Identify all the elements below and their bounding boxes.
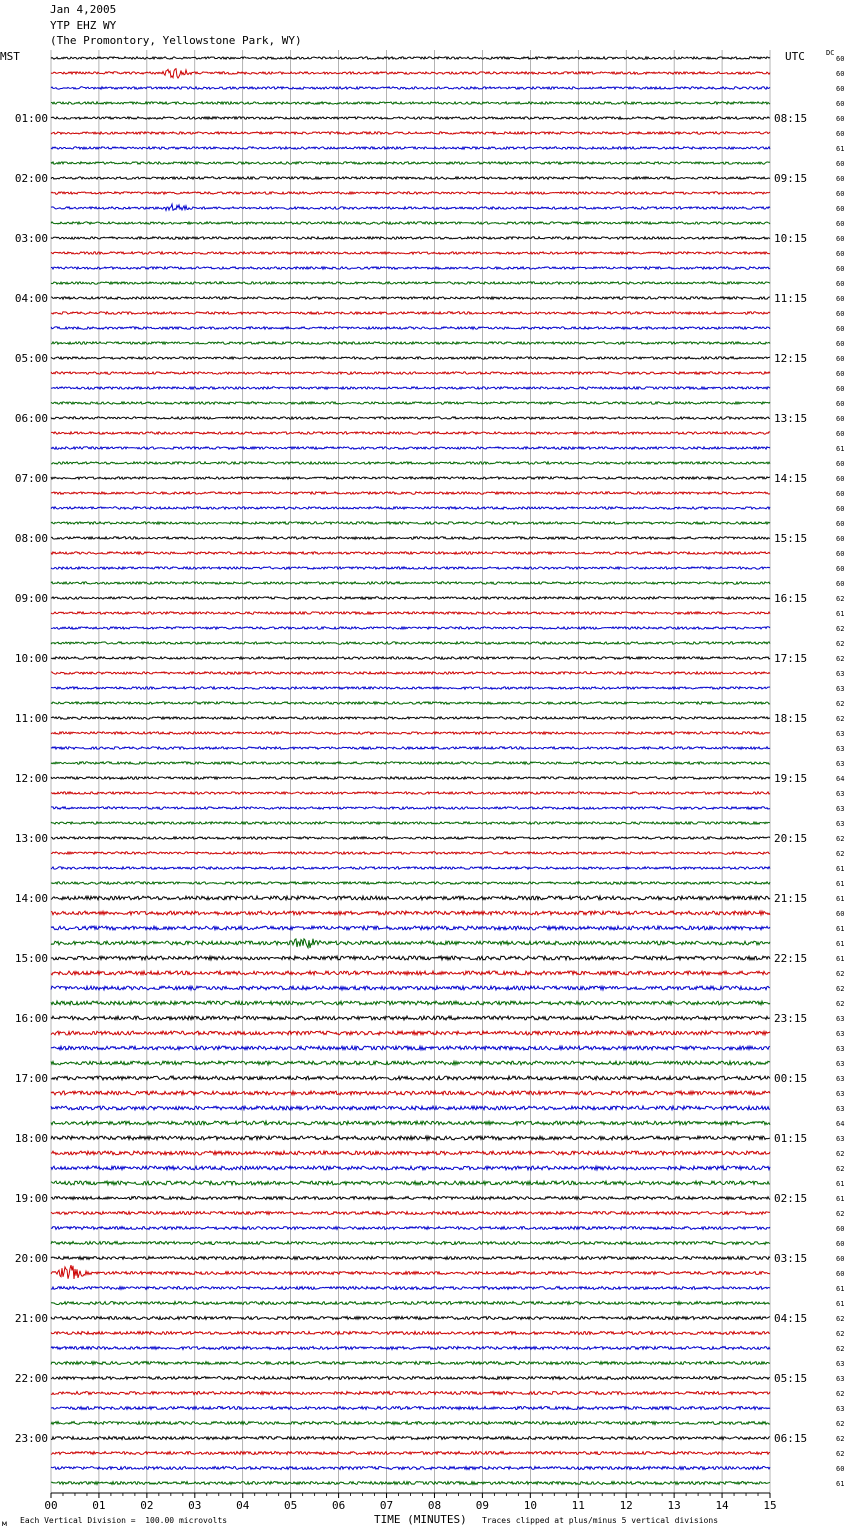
trace-19 — [51, 342, 770, 344]
dc-offset-21: 60 — [836, 370, 845, 378]
trace-36 — [51, 597, 770, 599]
dc-offset-73: 62 — [836, 1150, 845, 1158]
utc-hour-label: 09:15 — [774, 172, 808, 185]
utc-hour-label: 05:15 — [774, 1372, 808, 1385]
dc-offset-20: 60 — [836, 355, 845, 363]
trace-66 — [51, 1046, 770, 1050]
dc-offset-46: 63 — [836, 745, 845, 753]
trace-58 — [51, 926, 770, 930]
mst-hour-label: 18:00 — [14, 1132, 48, 1145]
mst-hour-label: 15:00 — [14, 952, 48, 965]
trace-83 — [51, 1302, 770, 1305]
trace-22 — [51, 387, 770, 389]
trace-65 — [51, 1031, 770, 1035]
x-tick-label-5: 05 — [284, 1499, 298, 1512]
dc-offset-47: 63 — [836, 760, 845, 768]
trace-2 — [51, 87, 770, 89]
mst-hour-label: 06:00 — [14, 412, 48, 425]
trace-71 — [51, 1121, 770, 1125]
dc-offset-35: 60 — [836, 580, 845, 588]
trace-20 — [51, 357, 770, 359]
trace-40 — [51, 657, 770, 659]
seismic-traces — [51, 57, 770, 1485]
trace-42 — [51, 687, 770, 689]
dc-offset-54: 61 — [836, 865, 845, 873]
mst-hour-label: 22:00 — [14, 1372, 48, 1385]
footer-mark: м — [2, 1519, 7, 1528]
trace-37 — [51, 612, 770, 614]
x-tick-label-15: 15 — [763, 1499, 777, 1512]
utc-hour-label: 12:15 — [774, 352, 808, 365]
dc-offset-91: 62 — [836, 1420, 845, 1428]
dc-offset-34: 60 — [836, 565, 845, 573]
trace-25 — [51, 432, 770, 434]
dc-offset-57: 60 — [836, 910, 845, 918]
dc-offset-12: 60 — [836, 235, 845, 243]
dc-offset-1: 60 — [836, 70, 845, 78]
mst-hour-label: 05:00 — [14, 352, 48, 365]
trace-11 — [51, 222, 770, 224]
trace-91 — [51, 1422, 770, 1425]
dc-offset-78: 60 — [836, 1225, 845, 1233]
dc-offset-63: 62 — [836, 1000, 845, 1008]
trace-18 — [51, 327, 770, 329]
dc-offset-80: 60 — [836, 1255, 845, 1263]
dc-offset-89: 62 — [836, 1390, 845, 1398]
trace-14 — [51, 267, 770, 269]
mst-hour-label: 09:00 — [14, 592, 48, 605]
trace-62 — [51, 986, 770, 990]
dc-offset-76: 61 — [836, 1195, 845, 1203]
dc-offset-94: 60 — [836, 1465, 845, 1473]
dc-offset-66: 63 — [836, 1045, 845, 1053]
trace-94 — [51, 1467, 770, 1470]
dc-offset-86: 62 — [836, 1345, 845, 1353]
dc-offset-10: 60 — [836, 205, 845, 213]
utc-hour-label: 13:15 — [774, 412, 808, 425]
dc-offset-44: 62 — [836, 715, 845, 723]
dc-offset-14: 60 — [836, 265, 845, 273]
dc-offset-64: 63 — [836, 1015, 845, 1023]
dc-offset-16: 60 — [836, 295, 845, 303]
mst-hour-label: 01:00 — [14, 112, 48, 125]
utc-hour-label: 15:15 — [774, 532, 808, 545]
dc-offset-49: 63 — [836, 790, 845, 798]
dc-offset-27: 60 — [836, 460, 845, 468]
trace-75 — [51, 1181, 770, 1185]
trace-88 — [51, 1377, 770, 1380]
dc-offset-92: 62 — [836, 1435, 845, 1443]
dc-offset-32: 60 — [836, 535, 845, 543]
utc-hour-label: 23:15 — [774, 1012, 808, 1025]
dc-offset-19: 60 — [836, 340, 845, 348]
mst-hour-label: 04:00 — [14, 292, 48, 305]
trace-52 — [51, 837, 770, 839]
trace-23 — [51, 402, 770, 404]
trace-31 — [51, 522, 770, 524]
trace-70 — [51, 1106, 770, 1110]
dc-offset-83: 61 — [836, 1300, 845, 1308]
utc-hour-label: 11:15 — [774, 292, 808, 305]
trace-81 — [51, 1265, 770, 1279]
time-axis — [44, 1493, 776, 1512]
dc-offset-2: 60 — [836, 85, 845, 93]
trace-35 — [51, 582, 770, 584]
dc-offset-23: 60 — [836, 400, 845, 408]
dc-offset-95: 61 — [836, 1480, 845, 1488]
utc-hour-label: 16:15 — [774, 592, 808, 605]
mst-hour-label: 07:00 — [14, 472, 48, 485]
utc-hour-label: 01:15 — [774, 1132, 808, 1145]
trace-72 — [51, 1136, 770, 1140]
utc-hour-label: 04:15 — [774, 1312, 808, 1325]
trace-84 — [51, 1317, 770, 1320]
x-tick-label-8: 08 — [427, 1499, 442, 1512]
dc-offset-18: 60 — [836, 325, 845, 333]
dc-offset-68: 63 — [836, 1075, 845, 1083]
trace-44 — [51, 717, 770, 719]
trace-86 — [51, 1347, 770, 1350]
trace-17 — [51, 312, 770, 314]
trace-79 — [51, 1242, 770, 1245]
dc-offset-79: 60 — [836, 1240, 845, 1248]
utc-hour-label: 03:15 — [774, 1252, 808, 1265]
dc-offset-56: 61 — [836, 895, 845, 903]
x-tick-label-1: 01 — [92, 1499, 106, 1512]
dc-offset-67: 63 — [836, 1060, 845, 1068]
dc-offset-28: 60 — [836, 475, 845, 483]
trace-0 — [51, 57, 770, 59]
dc-offset-70: 63 — [836, 1105, 845, 1113]
dc-offset-82: 61 — [836, 1285, 845, 1293]
x-tick-label-7: 07 — [379, 1499, 394, 1512]
x-tick-label-10: 10 — [523, 1499, 537, 1512]
trace-39 — [51, 642, 770, 644]
trace-13 — [51, 252, 770, 254]
trace-46 — [51, 747, 770, 749]
dc-offset-71: 64 — [836, 1120, 845, 1128]
trace-78 — [51, 1227, 770, 1230]
left-timezone-label: MST — [0, 50, 20, 63]
dc-offset-42: 63 — [836, 685, 845, 693]
trace-53 — [51, 852, 770, 854]
dc-offset-74: 62 — [836, 1165, 845, 1173]
trace-1 — [51, 69, 770, 78]
dc-offset-29: 60 — [836, 490, 845, 498]
mst-hour-label: 02:00 — [14, 172, 48, 185]
trace-80 — [51, 1257, 770, 1260]
trace-27 — [51, 462, 770, 464]
dc-offset-50: 63 — [836, 805, 845, 813]
trace-48 — [51, 777, 770, 779]
trace-54 — [51, 867, 770, 869]
clip-note: Traces clipped at plus/minus 5 vertical divisions — [482, 1516, 719, 1525]
dc-offset-65: 63 — [836, 1030, 845, 1038]
dc-offset-40: 62 — [836, 655, 845, 663]
x-tick-label-6: 06 — [331, 1499, 346, 1512]
trace-32 — [51, 537, 770, 539]
trace-95 — [51, 1482, 770, 1485]
x-tick-label-0: 00 — [44, 1499, 58, 1512]
utc-hour-label: 20:15 — [774, 832, 808, 845]
dc-offset-43: 62 — [836, 700, 845, 708]
utc-hour-label: 17:15 — [774, 652, 808, 665]
trace-61 — [51, 971, 770, 975]
trace-87 — [51, 1362, 770, 1365]
mst-hour-label: 10:00 — [14, 652, 48, 665]
dc-offset-7: 60 — [836, 160, 845, 168]
dc-offset-45: 63 — [836, 730, 845, 738]
trace-63 — [51, 1001, 770, 1005]
trace-60 — [51, 956, 770, 960]
utc-hour-label: 14:15 — [774, 472, 808, 485]
trace-34 — [51, 567, 770, 569]
trace-38 — [51, 627, 770, 629]
dc-offset-6: 61 — [836, 145, 845, 153]
trace-24 — [51, 417, 770, 419]
dc-offset-84: 62 — [836, 1315, 845, 1323]
dc-offset-62: 62 — [836, 985, 845, 993]
dc-offset-93: 62 — [836, 1450, 845, 1458]
dc-offset-15: 60 — [836, 280, 845, 288]
trace-28 — [51, 477, 770, 479]
utc-hour-label: 18:15 — [774, 712, 808, 725]
trace-5 — [51, 132, 770, 134]
dc-offset-8: 60 — [836, 175, 845, 183]
mst-hour-label: 16:00 — [14, 1012, 48, 1025]
dc-offset-11: 60 — [836, 220, 845, 228]
trace-68 — [51, 1076, 770, 1080]
utc-hour-label: 06:15 — [774, 1432, 808, 1445]
dc-offset-26: 61 — [836, 445, 845, 453]
time-gridlines — [51, 50, 770, 1493]
trace-90 — [51, 1407, 770, 1410]
trace-10 — [51, 204, 770, 210]
x-tick-label-14: 14 — [715, 1499, 729, 1512]
time-axis-title: TIME (MINUTES) — [374, 1513, 467, 1526]
dc-offset-69: 63 — [836, 1090, 845, 1098]
trace-9 — [51, 192, 770, 194]
dc-offset-25: 60 — [836, 430, 845, 438]
mst-hour-label: 08:00 — [14, 532, 48, 545]
mst-hour-label: 14:00 — [14, 892, 48, 905]
dc-offset-90: 63 — [836, 1405, 845, 1413]
dc-label: DC — [826, 49, 835, 57]
trace-92 — [51, 1437, 770, 1440]
mst-hour-label: 03:00 — [14, 232, 48, 245]
trace-8 — [51, 177, 770, 179]
dc-offset-60: 61 — [836, 955, 845, 963]
right-timezone-label: UTC — [785, 50, 805, 63]
trace-59 — [51, 939, 770, 948]
trace-67 — [51, 1061, 770, 1065]
dc-offset-55: 61 — [836, 880, 845, 888]
utc-hour-label: 21:15 — [774, 892, 808, 905]
dc-offset-13: 60 — [836, 250, 845, 258]
x-tick-label-12: 12 — [619, 1499, 633, 1512]
dc-offset-33: 60 — [836, 550, 845, 558]
dc-offset-77: 62 — [836, 1210, 845, 1218]
dc-offset-4: 60 — [836, 115, 845, 123]
dc-offset-38: 62 — [836, 625, 845, 633]
trace-26 — [51, 447, 770, 449]
trace-73 — [51, 1151, 770, 1155]
dc-offset-17: 60 — [836, 310, 845, 318]
dc-offset-81: 60 — [836, 1270, 845, 1278]
x-tick-label-13: 13 — [667, 1499, 681, 1512]
trace-93 — [51, 1452, 770, 1455]
dc-offset-61: 62 — [836, 970, 845, 978]
utc-hour-label: 08:15 — [774, 112, 808, 125]
dc-offset-39: 62 — [836, 640, 845, 648]
dc-offset-53: 62 — [836, 850, 845, 858]
dc-offset-59: 61 — [836, 940, 845, 948]
record-date: Jan 4,2005 — [50, 3, 117, 16]
dc-offset-75: 61 — [836, 1180, 845, 1188]
trace-6 — [51, 147, 770, 149]
dc-offset-41: 63 — [836, 670, 845, 678]
dc-offset-30: 60 — [836, 505, 845, 513]
dc-offset-48: 64 — [836, 775, 845, 783]
dc-offset-72: 63 — [836, 1135, 845, 1143]
trace-12 — [51, 237, 770, 239]
trace-45 — [51, 732, 770, 734]
trace-47 — [51, 762, 770, 764]
mst-hour-label: 11:00 — [14, 712, 48, 725]
dc-offset-85: 62 — [836, 1330, 845, 1338]
trace-50 — [51, 807, 770, 809]
trace-16 — [51, 297, 770, 299]
dc-offset-9: 60 — [836, 190, 845, 198]
trace-7 — [51, 162, 770, 164]
dc-offset-0: 60 — [836, 55, 845, 63]
trace-57 — [51, 911, 770, 915]
trace-74 — [51, 1166, 770, 1170]
trace-4 — [51, 117, 770, 119]
utc-hour-label: 02:15 — [774, 1192, 808, 1205]
dc-offset-88: 63 — [836, 1375, 845, 1383]
trace-33 — [51, 552, 770, 554]
trace-30 — [51, 507, 770, 509]
station-code: YTP EHZ WY — [50, 19, 117, 32]
trace-51 — [51, 822, 770, 824]
mst-hour-label: 17:00 — [14, 1072, 48, 1085]
dc-offset-87: 63 — [836, 1360, 845, 1368]
dc-offset-31: 60 — [836, 520, 845, 528]
dc-offset-58: 61 — [836, 925, 845, 933]
trace-15 — [51, 282, 770, 284]
x-tick-label-2: 02 — [140, 1499, 154, 1512]
trace-85 — [51, 1332, 770, 1335]
utc-hour-label: 19:15 — [774, 772, 808, 785]
dc-offset-22: 60 — [836, 385, 845, 393]
scale-note: Each Vertical Division = 100.00 microvolts — [20, 1516, 228, 1525]
trace-41 — [51, 672, 770, 674]
trace-55 — [51, 882, 770, 884]
mst-hour-label: 13:00 — [14, 832, 48, 845]
trace-3 — [51, 102, 770, 104]
x-tick-label-9: 09 — [475, 1499, 490, 1512]
trace-49 — [51, 792, 770, 794]
trace-64 — [51, 1016, 770, 1020]
dc-offset-3: 60 — [836, 100, 845, 108]
mst-hour-label: 21:00 — [14, 1312, 48, 1325]
trace-76 — [51, 1197, 770, 1200]
trace-77 — [51, 1212, 770, 1215]
x-tick-label-11: 11 — [571, 1499, 585, 1512]
trace-43 — [51, 702, 770, 704]
dc-offset-36: 62 — [836, 595, 845, 603]
mst-hour-label: 20:00 — [14, 1252, 48, 1265]
dc-offset-52: 62 — [836, 835, 845, 843]
mst-hour-label: 12:00 — [14, 772, 48, 785]
dc-offset-24: 60 — [836, 415, 845, 423]
utc-hour-label: 00:15 — [774, 1072, 808, 1085]
station-location: (The Promontory, Yellowstone Park, WY) — [50, 34, 302, 47]
mst-hour-label: 23:00 — [14, 1432, 48, 1445]
x-tick-label-3: 03 — [188, 1499, 202, 1512]
x-tick-label-4: 04 — [236, 1499, 250, 1512]
dc-offset-37: 61 — [836, 610, 845, 618]
mst-hour-label: 19:00 — [14, 1192, 48, 1205]
trace-56 — [51, 896, 770, 900]
trace-89 — [51, 1392, 770, 1395]
trace-21 — [51, 372, 770, 374]
trace-82 — [51, 1287, 770, 1290]
trace-29 — [51, 492, 770, 494]
dc-offset-5: 60 — [836, 130, 845, 138]
dc-offset-51: 63 — [836, 820, 845, 828]
utc-hour-label: 22:15 — [774, 952, 808, 965]
trace-69 — [51, 1091, 770, 1095]
utc-hour-label: 10:15 — [774, 232, 808, 245]
